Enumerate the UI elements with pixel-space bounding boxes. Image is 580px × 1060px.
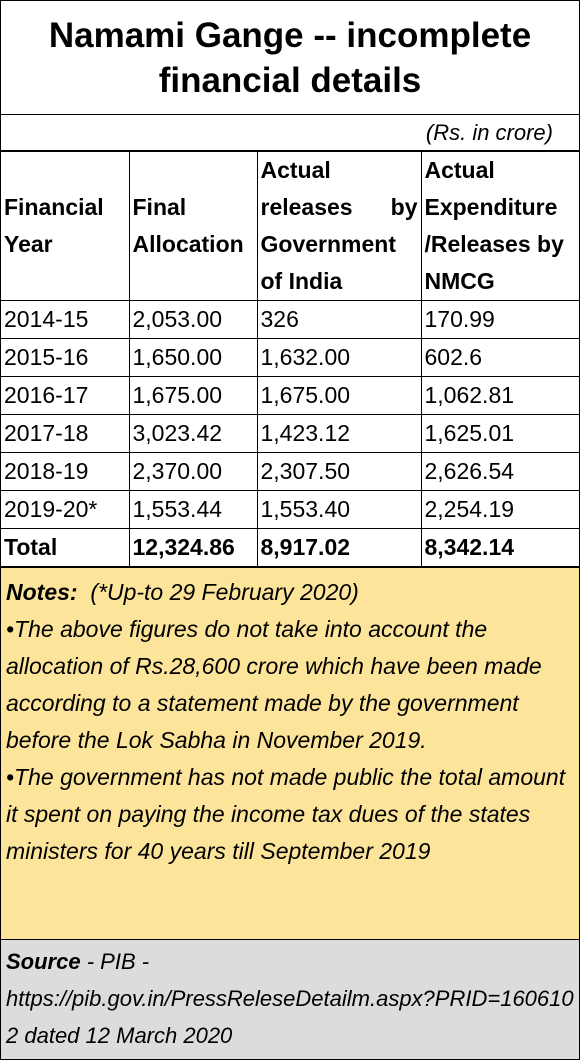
cell-expenditure: 2,254.19 xyxy=(421,491,579,529)
header-text: Actual xyxy=(260,157,331,183)
cell-allocation: 1,553.44 xyxy=(129,491,257,529)
header-financial-year xyxy=(1,152,129,301)
cell-allocation: 2,370.00 xyxy=(129,453,257,491)
header-text: of India xyxy=(260,268,343,294)
cell-year: 2016-17 xyxy=(1,377,129,415)
cell-expenditure: 1,625.01 xyxy=(421,415,579,453)
total-row xyxy=(1,529,579,567)
source-prefix: - PIB - xyxy=(86,949,150,974)
source-date: dated 12 March 2020 xyxy=(18,1023,233,1048)
notes-label: Notes: xyxy=(6,579,78,605)
cell-expenditure: 2,626.54 xyxy=(421,453,579,491)
cell-expenditure: 602.6 xyxy=(421,339,579,377)
note-item-2: •The government has not made public the total amount it spent on paying the income tax dues of the states ministers for 40 years till September 2019 xyxy=(6,764,566,864)
total-label: Total xyxy=(1,529,129,567)
table-row xyxy=(1,453,579,491)
cell-allocation: 1,675.00 xyxy=(129,377,257,415)
cell-releases: 1,423.12 xyxy=(257,415,421,453)
table-row xyxy=(1,415,579,453)
cell-allocation: 1,650.00 xyxy=(129,339,257,377)
title-line-1: Namami Gange -- incomplete xyxy=(48,15,532,55)
source-url[interactable]: https://pib.gov.in/PressReleseDetailm.aspx?PRID=1606102 xyxy=(6,986,574,1048)
notes-header xyxy=(6,574,575,611)
unit-label: (Rs. in crore) xyxy=(1,115,579,151)
financial-table xyxy=(1,151,579,567)
total-allocation: 12,324.86 xyxy=(129,529,257,567)
header-text: NMCG xyxy=(424,268,495,294)
cell-releases: 326 xyxy=(257,301,421,339)
cell-expenditure: 170.99 xyxy=(421,301,579,339)
table-row xyxy=(1,491,579,529)
header-text: Allocation xyxy=(132,231,244,257)
total-releases: 8,917.02 xyxy=(257,529,421,567)
header-row xyxy=(1,152,579,301)
cell-year: 2019-20* xyxy=(1,491,129,529)
cell-releases: 1,675.00 xyxy=(257,377,421,415)
source-line xyxy=(6,943,575,980)
header-actual-expenditure xyxy=(421,152,579,301)
header-text: Government xyxy=(260,231,396,257)
cell-year: 2015-16 xyxy=(1,339,129,377)
header-actual-releases xyxy=(257,152,421,301)
header-text: Expenditure xyxy=(424,194,558,220)
table-row xyxy=(1,339,579,377)
table-row xyxy=(1,377,579,415)
cell-year: 2018-19 xyxy=(1,453,129,491)
cell-allocation: 3,023.42 xyxy=(129,415,257,453)
source-label: Source xyxy=(6,949,81,974)
header-text: Actual xyxy=(424,157,495,183)
header-final-allocation xyxy=(129,152,257,301)
title-block xyxy=(1,1,579,115)
source-citation xyxy=(6,980,575,1054)
table-row xyxy=(1,301,579,339)
note-item-1: •The above figures do not take into account the allocation of Rs.28,600 crore which have been made according to a statement made by the government before the Lok Sabha in November 2019. xyxy=(6,616,542,753)
cell-year: 2017-18 xyxy=(1,415,129,453)
title-line-2: financial details xyxy=(158,60,422,100)
total-expenditure: 8,342.14 xyxy=(421,529,579,567)
header-text: releases by xyxy=(260,194,418,220)
cell-releases: 1,632.00 xyxy=(257,339,421,377)
cell-allocation: 2,053.00 xyxy=(129,301,257,339)
header-text: Final xyxy=(132,194,187,220)
cell-expenditure: 1,062.81 xyxy=(421,377,579,415)
cell-releases: 1,553.40 xyxy=(257,491,421,529)
cell-year: 2014-15 xyxy=(1,301,129,339)
header-text: /Releases by xyxy=(424,231,564,257)
page-title xyxy=(49,13,531,103)
notes-section xyxy=(1,567,579,940)
cell-releases: 2,307.50 xyxy=(257,453,421,491)
notes-footnote: (*Up-to 29 February 2020) xyxy=(90,579,359,605)
header-text: Financial xyxy=(4,194,104,220)
source-section xyxy=(1,940,579,1060)
header-text: Year xyxy=(4,231,53,257)
